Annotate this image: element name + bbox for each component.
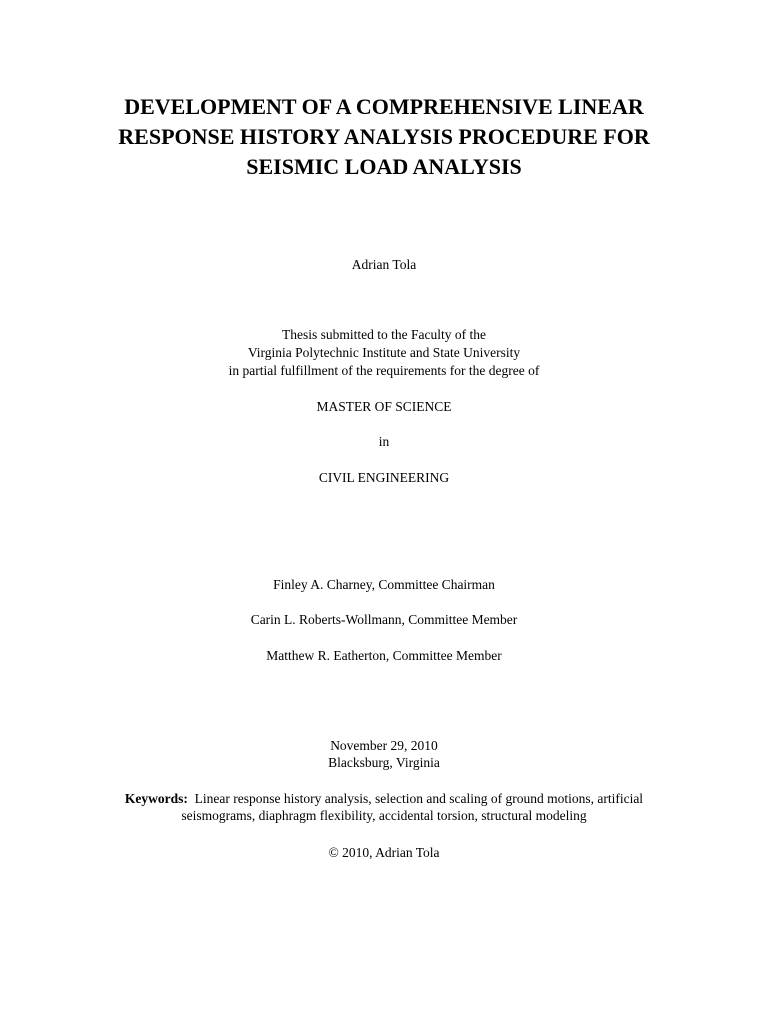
submission-line-2: Virginia Polytechnic Institute and State University [247,345,521,360]
keywords-text-1: Linear response history analysis, selection and scaling of ground motions, artificial [194,791,644,806]
thesis-title-line-3: SEISMIC LOAD ANALYSIS [246,154,522,179]
submission-line-3: in partial fulfillment of the requirements for the degree of [228,363,540,378]
committee-member-1: Finley A. Charney, Committee Chairman [273,577,495,592]
submission-line-1: Thesis submitted to the Faculty of the [282,327,486,342]
thesis-title-line-1: DEVELOPMENT OF A COMPREHENSIVE LINEAR [124,94,644,119]
in-word: in [378,434,390,449]
committee-member-3: Matthew R. Eatherton, Committee Member [266,648,502,663]
submission-date: November 29, 2010 [330,738,438,753]
keywords-line-1 [0,790,768,807]
keywords-label: Keywords: [124,791,188,806]
degree-name: MASTER OF SCIENCE [316,399,452,414]
thesis-title-line-2: RESPONSE HISTORY ANALYSIS PROCEDURE FOR [118,124,650,149]
keywords-line-2: seismograms, diaphragm flexibility, accidental torsion, structural modeling [181,808,587,823]
copyright-notice: © 2010, Adrian Tola [328,845,440,860]
committee-member-2: Carin L. Roberts-Wollmann, Committee Member [250,612,518,627]
author-name: Adrian Tola [351,257,417,272]
field-of-study: CIVIL ENGINEERING [318,470,450,485]
submission-location: Blacksburg, Virginia [328,755,440,770]
